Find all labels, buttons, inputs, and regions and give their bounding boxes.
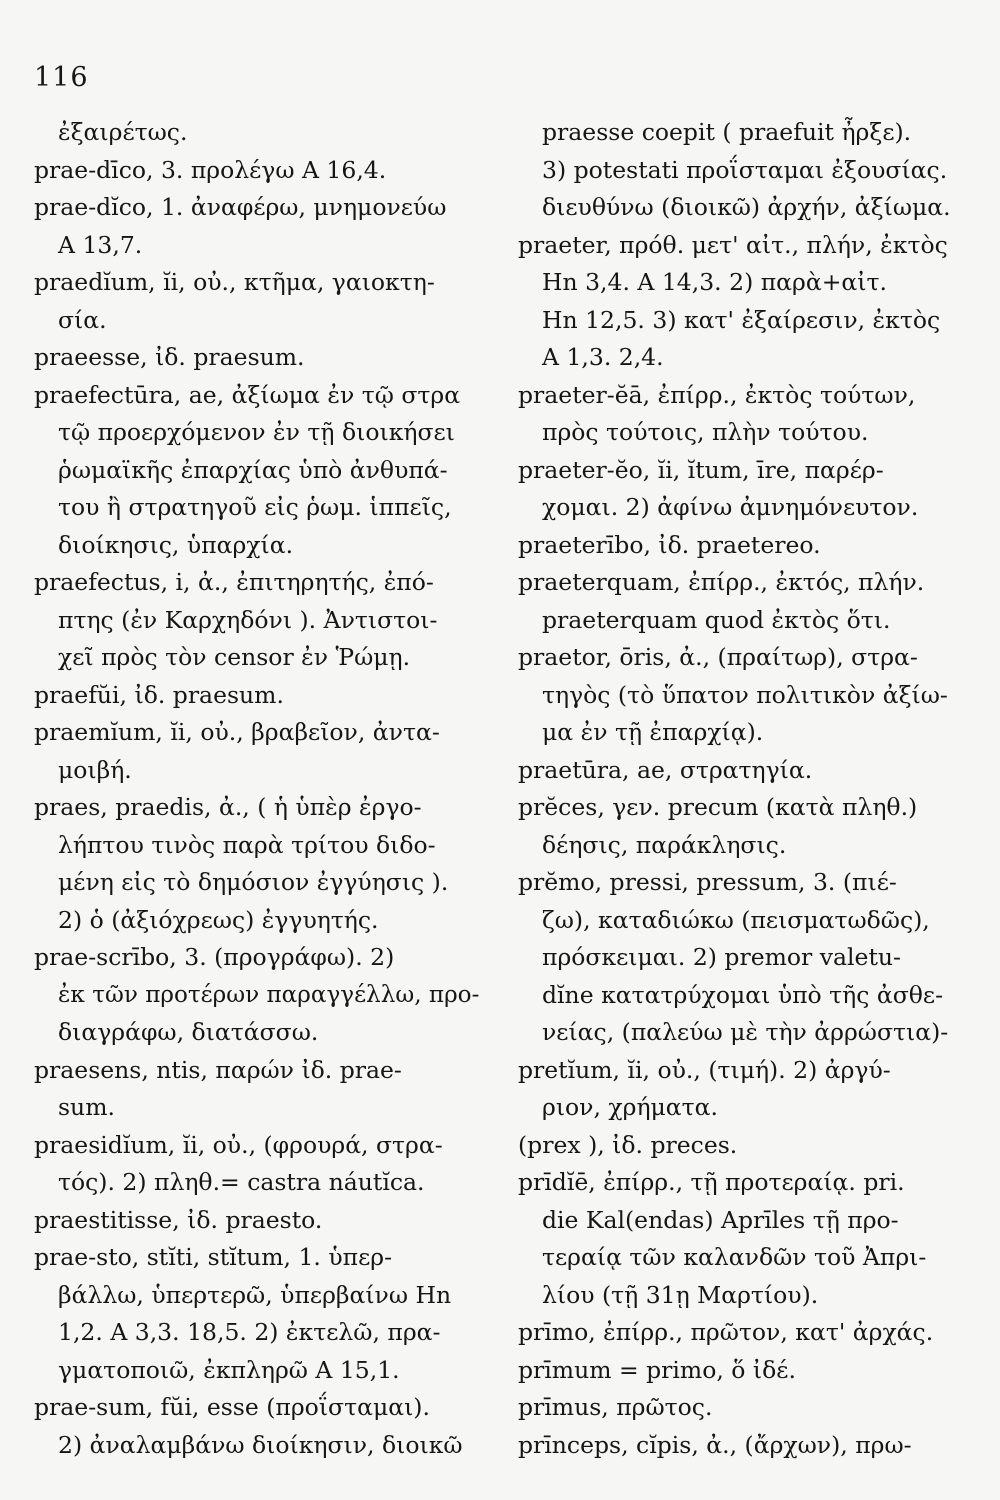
right-column-line: τεραίᾳ τῶν καλανδῶν τοῦ Ἀπρι- (542, 1243, 927, 1271)
right-column-line: praeterquam, ἐπίρρ., ἐκτός, πλήν. (518, 568, 925, 596)
left-column-line: πτης (ἐν Καρχηδόνι ). Ἀντιστοι- (58, 605, 438, 634)
right-column-line: τηγὸς (τὸ ὕπατον πολιτικὸν ἀξίω- (542, 680, 948, 709)
left-column-line: διοίκησις, ὑπαρχία. (58, 530, 294, 559)
left-column-line: ἐκ τῶν προτέρων παραγγέλλω, προ- (58, 981, 480, 1008)
right-column-line: praetūra, ae, στρατηγία. (518, 755, 813, 784)
left-column-line: praefectus, i, ἀ., ἐπιτηρητής, ἐπό- (34, 568, 434, 596)
left-column-line: praesidĭum, ĭi, οὐ., (φρουρά, στρα- (34, 1130, 443, 1159)
right-column-line: ζω), καταδιώκω (πεισματωδῶς), (542, 905, 930, 934)
left-column-line: praemĭum, ĭi, οὐ., βραβεῖον, ἀντα- (34, 718, 440, 746)
left-column-line: 1,2. Α 3,3. 18,5. 2) ἐκτελῶ, πρα- (58, 1318, 441, 1346)
right-column-line: prĕces, γεν. precum (κατὰ πληθ.) (518, 793, 918, 821)
left-column-line: μένη εἰς τὸ δημόσιον ἐγγύησις ). (58, 868, 449, 896)
left-column (34, 114, 484, 1464)
right-column-line: prīmum = primo, ὅ ἰδέ. (518, 1355, 796, 1384)
right-column-line: pretĭum, ĭi, οὐ., (τιμή). 2) ἀργύ- (518, 1055, 891, 1084)
right-column-line: 3) potestati προΐσταμαι ἐξουσίας. (542, 155, 948, 184)
left-column-line: prae-sum, fŭi, esse (προΐσταμαι). (34, 1393, 430, 1421)
left-column-line: praes, praedis, ἀ., ( ἡ ὑπὲρ ἐργο- (34, 793, 422, 821)
right-column-line: Ηn 3,4. Α 14,3. 2) παρὰ+αἰτ. (542, 268, 887, 296)
right-column-line: die Kal(endas) Aprīles τῇ προ- (542, 1205, 899, 1234)
right-column-line: dĭne κατατρύχομαι ὑπὸ τῆς ἀσθε- (542, 980, 944, 1009)
left-column-line: prae-dĭco, 1. ἀναφέρω, μνημονεύω (34, 193, 447, 221)
left-column-line: λήπτου τινὸς παρὰ τρίτου διδο- (58, 830, 436, 859)
right-column-line: praeterquam quod ἐκτὸς ὅτι. (542, 605, 891, 634)
left-column-line: χεῖ πρὸς τὸν censor ἐν Ῥώμῃ. (58, 643, 411, 671)
right-column-line: praeter-ĕā, ἐπίρρ., ἐκτὸς τούτων, (518, 380, 916, 409)
page-number: 116 (34, 62, 89, 93)
left-column-line: τός). 2) πληθ.= castra náutĭca. (58, 1168, 425, 1196)
left-column-line: ἐξαιρέτως. (58, 118, 188, 146)
left-column-line: γματοποιῶ, ἐκπληρῶ Α 15,1. (58, 1355, 400, 1384)
left-column-line: prae-scrībo, 3. (προγράφω). 2) (34, 943, 395, 971)
right-column-line: praesse coepit ( praefuit ἦρξε). (542, 118, 912, 146)
right-column-line: prĕmo, pressi, pressum, 3. (πιέ- (518, 868, 897, 896)
right-column-line: praeter, πρόθ. μετ' αἰτ., πλήν, ἐκτὸς (518, 230, 948, 259)
right-column-line: prīdĭē, ἐπίρρ., τῇ προτεραίᾳ. pri. (518, 1168, 905, 1196)
right-column-line: prīnceps, cĭpis, ἀ., (ἄρχων), πρω- (518, 1430, 912, 1459)
right-column-line: ριον, χρήματα. (542, 1093, 719, 1121)
left-column-line: 2) ὁ (ἀξιόχρεως) ἐγγυητής. (58, 905, 379, 934)
left-column-line: σία. (58, 305, 107, 334)
right-column-line: praetor, ōris, ἀ., (πραίτωρ), στρα- (518, 643, 918, 671)
left-column-line: praesens, ntis, παρών ἰδ. prae- (34, 1055, 402, 1084)
left-column-line: praestitisse, ἰδ. praesto. (34, 1205, 323, 1234)
left-column-line: τῷ προερχόμενον ἐν τῇ διοικήσει (58, 418, 455, 446)
left-column-line: praedĭum, ĭi, οὐ., κτῆμα, γαιοκτη- (34, 268, 435, 296)
right-column-line: νείας, (παλεύω μὲ τὴν ἀρρώστια)- (542, 1018, 949, 1046)
left-column-line: sum. (58, 1093, 115, 1121)
left-column-line: 2) ἀναλαμβάνω διοίκησιν, διοικῶ (58, 1430, 463, 1459)
right-column-line: μα ἐν τῇ ἐπαρχίᾳ). (542, 718, 764, 746)
left-column-line: praeesse, ἰδ. praesum. (34, 343, 305, 371)
left-column-line: Α 13,7. (58, 230, 143, 259)
left-column-line: του ἢ στρατηγοῦ εἰς ῥωμ. ἱππεῖς, (58, 493, 452, 521)
right-column-line: πρόσκειμαι. 2) premor valetu- (542, 943, 901, 971)
right-column-line: praeterībo, ἰδ. praetereo. (518, 530, 821, 559)
left-column-line: prae-sto, stĭti, stĭtum, 1. ὑπερ- (34, 1243, 393, 1271)
right-column-line: prīmo, ἐπίρρ., πρῶτον, κατ' ἀρχάς. (518, 1318, 934, 1346)
right-column-line: χομαι. 2) ἀφίνω ἀμνημόνευτον. (542, 493, 919, 521)
left-column-line: βάλλω, ὑπερτερῶ, ὑπερβαίνω Ηn (58, 1280, 452, 1309)
left-column-line: praefectūra, ae, ἀξίωμα ἐν τῷ στρα (34, 380, 461, 409)
right-column-line: praeter-ĕo, ĭi, ĭtum, īre, παρέρ- (518, 455, 884, 484)
right-column (518, 114, 970, 1464)
left-column-line: praefŭi, ἰδ. praesum. (34, 680, 284, 709)
right-column-line: λίου (τῇ 31ῃ Μαρτίου). (542, 1280, 819, 1309)
right-column-line: Ηn 12,5. 3) κατ' ἐξαίρεσιν, ἐκτὸς (542, 305, 941, 334)
right-column-line: πρὸς τούτοις, πλὴν τούτου. (542, 418, 869, 446)
left-column-line: διαγράφω, διατάσσω. (58, 1018, 319, 1046)
right-column-line: prīmus, πρῶτος. (518, 1393, 713, 1421)
left-column-line: μοιβή. (58, 755, 132, 784)
right-column-line: διευθύνω (διοικῶ) ἀρχήν, ἀξίωμα. (542, 193, 951, 221)
left-column-line: prae-dīco, 3. προλέγω Α 16,4. (34, 155, 387, 184)
right-column-line: (prex ), ἰδ. preces. (518, 1130, 738, 1159)
right-column-line: δέησις, παράκλησις. (542, 830, 787, 859)
right-column-line: Α 1,3. 2,4. (542, 343, 664, 371)
left-column-line: ῥωμαϊκῆς ἐπαρχίας ὑπὸ ἀνθυπά- (58, 455, 448, 484)
